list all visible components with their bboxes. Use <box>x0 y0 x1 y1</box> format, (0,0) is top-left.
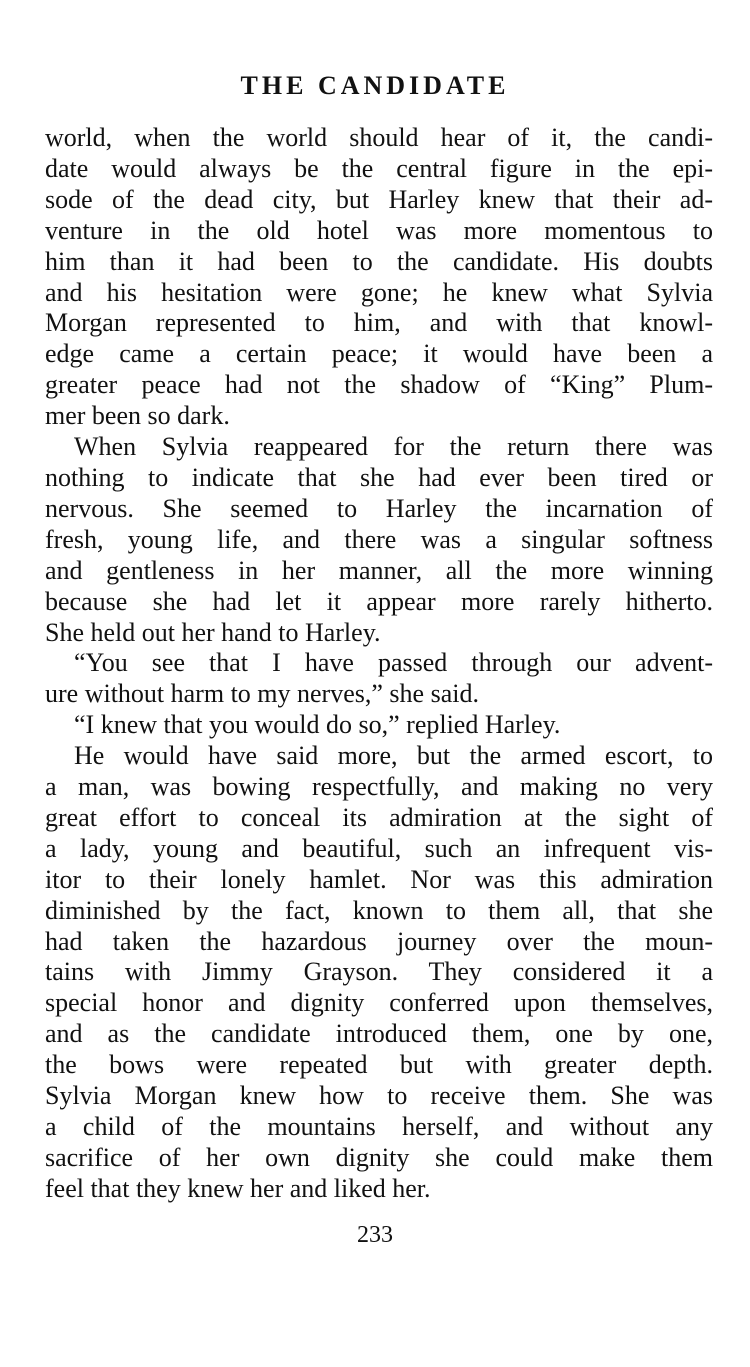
text-line: tains with Jimmy Grayson. They considered it a <box>45 957 713 987</box>
text-line: sacrifice of her own dignity she could make them <box>45 1142 713 1172</box>
text-line: great effort to conceal its admiration at the sight of <box>45 802 713 832</box>
text-line: edge came a certain peace; it would have been a <box>45 339 713 369</box>
text-line: a child of the mountains herself, and without any <box>45 1112 713 1141</box>
text-line: “You see that I have passed through our advent- <box>74 648 713 678</box>
text-line: world, when the world should hear of it, the candi- <box>45 123 713 152</box>
text-line: fresh, young life, and there was a singular softness <box>45 524 713 554</box>
paragraph <box>45 432 713 648</box>
body-text <box>45 123 713 1205</box>
text-line: and gentleness in her manner, all the more winning <box>45 555 713 585</box>
text-line: special honor and dignity conferred upon themselves, <box>45 988 713 1018</box>
text-line: because she had let it appear more rarely hitherto. <box>45 586 713 616</box>
text-line: and his hesitation were gone; he knew what Sylvia <box>45 277 713 307</box>
text-line: When Sylvia reappeared for the return there was <box>74 432 713 462</box>
text-line: “I knew that you would do so,” replied Harley. <box>74 710 561 740</box>
page-number: 233 <box>357 1222 393 1248</box>
text-line: feel that they knew her and liked her. <box>45 1173 431 1203</box>
text-line: the bows were repeated but with greater depth. <box>45 1050 713 1080</box>
text-line: venture in the old hotel was more momentous to <box>45 215 713 245</box>
text-line: Morgan represented to him, and with that knowl- <box>45 308 713 338</box>
paragraph <box>45 123 713 432</box>
text-line: nervous. She seemed to Harley the incarnation of <box>45 493 713 523</box>
paragraph <box>45 741 713 1205</box>
text-line: greater peace had not the shadow of “King” Plum- <box>45 370 713 400</box>
text-line: itor to their lonely hamlet. Nor was this admiration <box>45 864 713 894</box>
text-line: date would always be the central figure in the epi- <box>45 153 713 183</box>
text-line: a lady, young and beautiful, such an infrequent vis- <box>45 833 713 863</box>
text-line: Sylvia Morgan knew how to receive them. She was <box>45 1081 713 1111</box>
text-line: He would have said more, but the armed escort, to <box>74 741 713 771</box>
text-line: mer been so dark. <box>45 401 230 431</box>
text-line: ure without harm to my nerves,” she said. <box>45 679 479 709</box>
text-line: nothing to indicate that she had ever been tired or <box>45 462 713 492</box>
paragraph <box>45 648 713 710</box>
running-head: THE CANDIDATE <box>240 71 510 100</box>
text-line: had taken the hazardous journey over the moun- <box>45 926 713 956</box>
text-line: sode of the dead city, but Harley knew that their ad- <box>45 184 713 214</box>
text-line: She held out her hand to Harley. <box>45 617 381 647</box>
paragraph <box>45 710 713 741</box>
text-line: diminished by the fact, known to them all, that she <box>45 895 713 925</box>
text-line: and as the candidate introduced them, one by one, <box>45 1019 713 1049</box>
text-line: a man, was bowing respectfully, and making no very <box>45 772 713 802</box>
text-line: him than it had been to the candidate. His doubts <box>45 246 713 276</box>
